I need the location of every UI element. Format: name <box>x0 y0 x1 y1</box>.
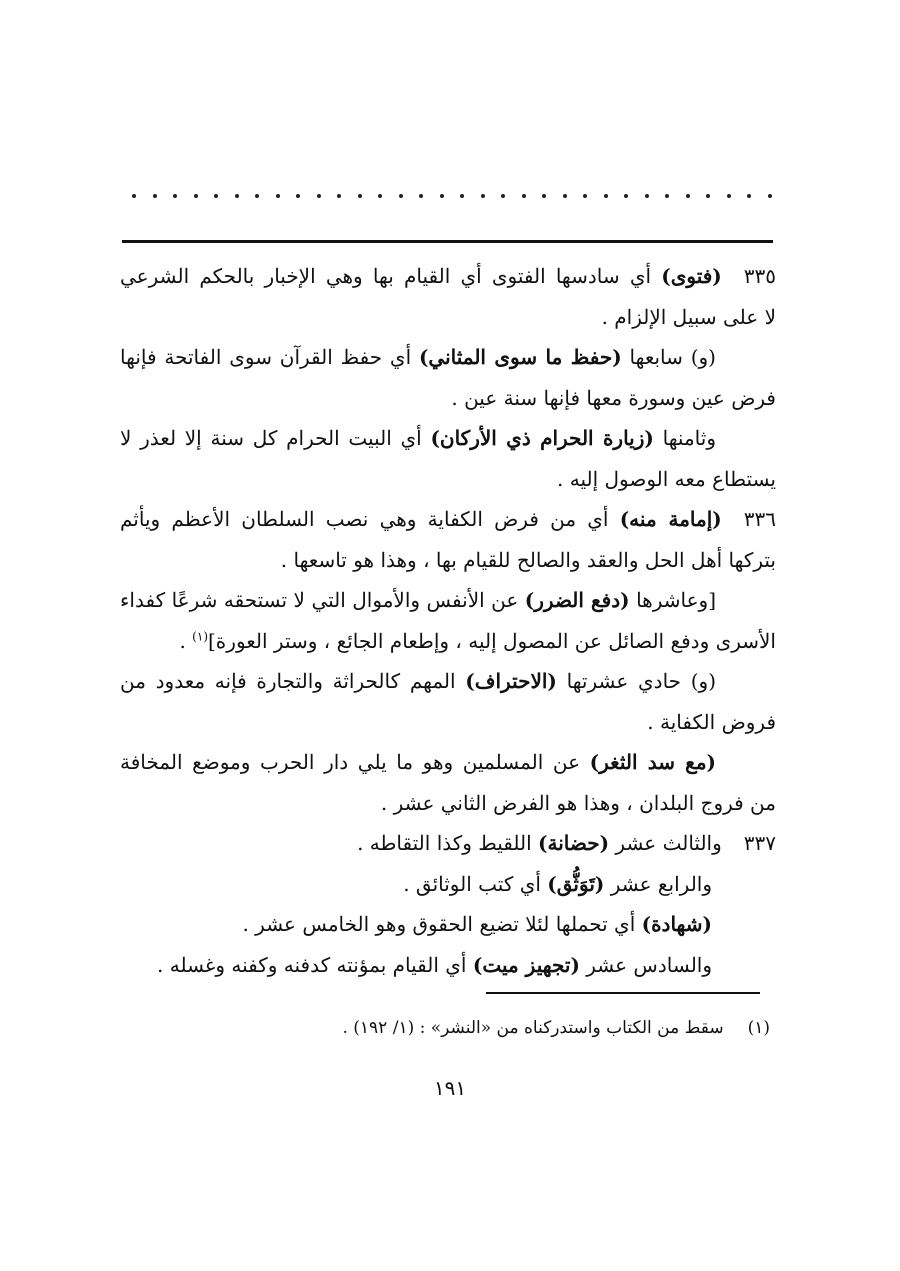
paragraph-number: ٣٣٥ <box>743 264 776 288</box>
text-segment: عن المسلمين وهو ما يلي دار الحرب وموضع المخافة <box>120 750 590 774</box>
separator-dot <box>686 194 690 198</box>
text-segment: [وعاشرها <box>629 588 716 612</box>
separator-dot <box>768 194 772 198</box>
text-line <box>120 864 776 905</box>
matn-term: (الاحتراف) <box>465 669 557 693</box>
text-segment: الأسرى ودفع الصائل عن المصول إليه ، وإطعام الجائع ، وستر العورة] <box>208 628 776 653</box>
matn-term: (تَوَثُّق) <box>547 871 605 896</box>
separator-dot <box>153 194 157 198</box>
separator-dot <box>645 194 649 198</box>
separator-dot <box>583 194 587 198</box>
text-segment: . <box>179 628 193 653</box>
separator-dot <box>378 194 382 198</box>
matn-term: (حفظ ما سوى المثاني) <box>418 345 622 369</box>
matn-term: (حضانة) <box>538 831 610 855</box>
matn-term: (دفع الضرر) <box>524 588 630 612</box>
text-line <box>120 499 776 540</box>
text-segment: (و) سابعها <box>621 345 716 369</box>
separator-dot <box>214 194 218 198</box>
text-line <box>120 904 776 945</box>
text-segment: أي حفظ القرآن سوى الفاتحة فإنها <box>120 345 419 369</box>
separator-dot <box>522 194 526 198</box>
text-line <box>120 418 776 459</box>
dotted-separator <box>132 186 772 206</box>
footnote <box>200 1018 770 1038</box>
text-line <box>120 337 776 378</box>
main-text <box>120 256 776 985</box>
text-line <box>120 378 776 419</box>
text-line <box>120 823 776 864</box>
matn-term: (إمامة منه) <box>619 507 722 531</box>
footnote-number: (١) <box>747 1018 770 1038</box>
separator-dot <box>727 194 731 198</box>
paragraph <box>120 945 776 986</box>
text-segment: فروض الكفاية . <box>647 709 776 734</box>
text-segment: يستطاع معه الوصول إليه . <box>557 466 776 491</box>
text-line <box>120 297 776 338</box>
separator-dot <box>501 194 505 198</box>
separator-dot <box>399 194 403 198</box>
text-segment: والرابع عشر <box>604 871 712 896</box>
separator-dot <box>358 194 362 198</box>
text-segment: والسادس عشر <box>579 952 712 977</box>
separator-dot <box>563 194 567 198</box>
matn-term: (شهادة) <box>641 912 712 936</box>
text-segment: أي من فرض الكفاية وهي نصب السلطان الأعظم ويأثم <box>120 507 620 531</box>
separator-dot <box>194 194 198 198</box>
text-line <box>120 702 776 743</box>
separator-dot <box>276 194 280 198</box>
footnote-text: سقط من الكتاب واستدركناه من «النشر» : (١/ ١٩٢) . <box>342 1018 724 1038</box>
separator-dot <box>665 194 669 198</box>
text-line <box>120 621 776 662</box>
text-line <box>120 459 776 500</box>
separator-dot <box>296 194 300 198</box>
numbered-paragraph <box>120 256 776 337</box>
paragraph <box>120 418 776 499</box>
text-line <box>120 783 776 824</box>
text-segment: أي سادسها الفتوى أي القيام بها وهي الإخبار بالحكم الشرعي <box>120 264 662 288</box>
paragraph-number: ٣٣٦ <box>743 507 776 531</box>
separator-dot <box>235 194 239 198</box>
text-segment: عن الأنفس والأموال التي لا تستحقه شرعًا كفداء <box>120 588 525 612</box>
text-segment: المهم كالحراثة والتجارة فإنه معدود من <box>120 669 466 693</box>
text-segment: وثامنها <box>653 426 716 450</box>
separator-dot <box>542 194 546 198</box>
paragraph <box>120 580 776 661</box>
text-line <box>120 661 776 702</box>
text-segment: أي القيام بمؤنته كدفنه وكفنه وغسله . <box>157 952 473 977</box>
separator-dot <box>132 194 136 198</box>
text-line <box>120 945 776 986</box>
top-rule <box>122 240 773 243</box>
separator-dot <box>481 194 485 198</box>
separator-dot <box>255 194 259 198</box>
text-segment: أي تحملها لئلا تضيع الحقوق وهو الخامس عشر . <box>242 912 642 936</box>
text-segment: والثالث عشر <box>609 831 722 855</box>
separator-dot <box>604 194 608 198</box>
separator-dot <box>706 194 710 198</box>
matn-term: (مع سد الثغر) <box>589 750 716 774</box>
text-line <box>120 580 776 621</box>
text-segment: فرض عين وسورة معها فإنها سنة عين . <box>451 385 776 410</box>
text-segment: اللقيط وكذا التقاطه . <box>357 831 539 855</box>
separator-dot <box>419 194 423 198</box>
footnote-reference: (١) <box>192 628 208 643</box>
text-segment: أي كتب الوثائق . <box>403 871 548 896</box>
text-segment: من فروج البلدان ، وهذا هو الفرض الثاني عشر . <box>380 790 776 815</box>
separator-dot <box>624 194 628 198</box>
page-number: ١٩١ <box>433 1076 467 1100</box>
separator-dot <box>460 194 464 198</box>
separator-dot <box>173 194 177 198</box>
text-segment: لا على سبيل الإلزام . <box>601 304 776 329</box>
text-line <box>120 742 776 783</box>
separator-dot <box>317 194 321 198</box>
paragraph-number: ٣٣٧ <box>743 831 776 855</box>
matn-term: (زيارة الحرام ذي الأركان) <box>430 426 654 450</box>
paragraph <box>120 904 776 945</box>
paragraph <box>120 742 776 823</box>
text-segment: (و) حادي عشرتها <box>556 669 716 693</box>
separator-dot <box>747 194 751 198</box>
text-line <box>120 256 776 297</box>
matn-term: (تجهيز ميت) <box>472 952 580 977</box>
text-segment: بتركها أهل الحل والعقد والصالح للقيام بها ، وهذا هو تاسعها . <box>280 547 776 572</box>
paragraph <box>120 337 776 418</box>
matn-term: (فتوى) <box>661 264 722 288</box>
text-line <box>120 540 776 581</box>
text-segment: أي البيت الحرام كل سنة إلا لعذر لا <box>120 426 431 450</box>
numbered-paragraph <box>120 499 776 580</box>
numbered-paragraph <box>120 823 776 864</box>
paragraph <box>120 661 776 742</box>
footnote-rule <box>486 992 760 994</box>
paragraph <box>120 864 776 905</box>
separator-dot <box>337 194 341 198</box>
separator-dot <box>440 194 444 198</box>
